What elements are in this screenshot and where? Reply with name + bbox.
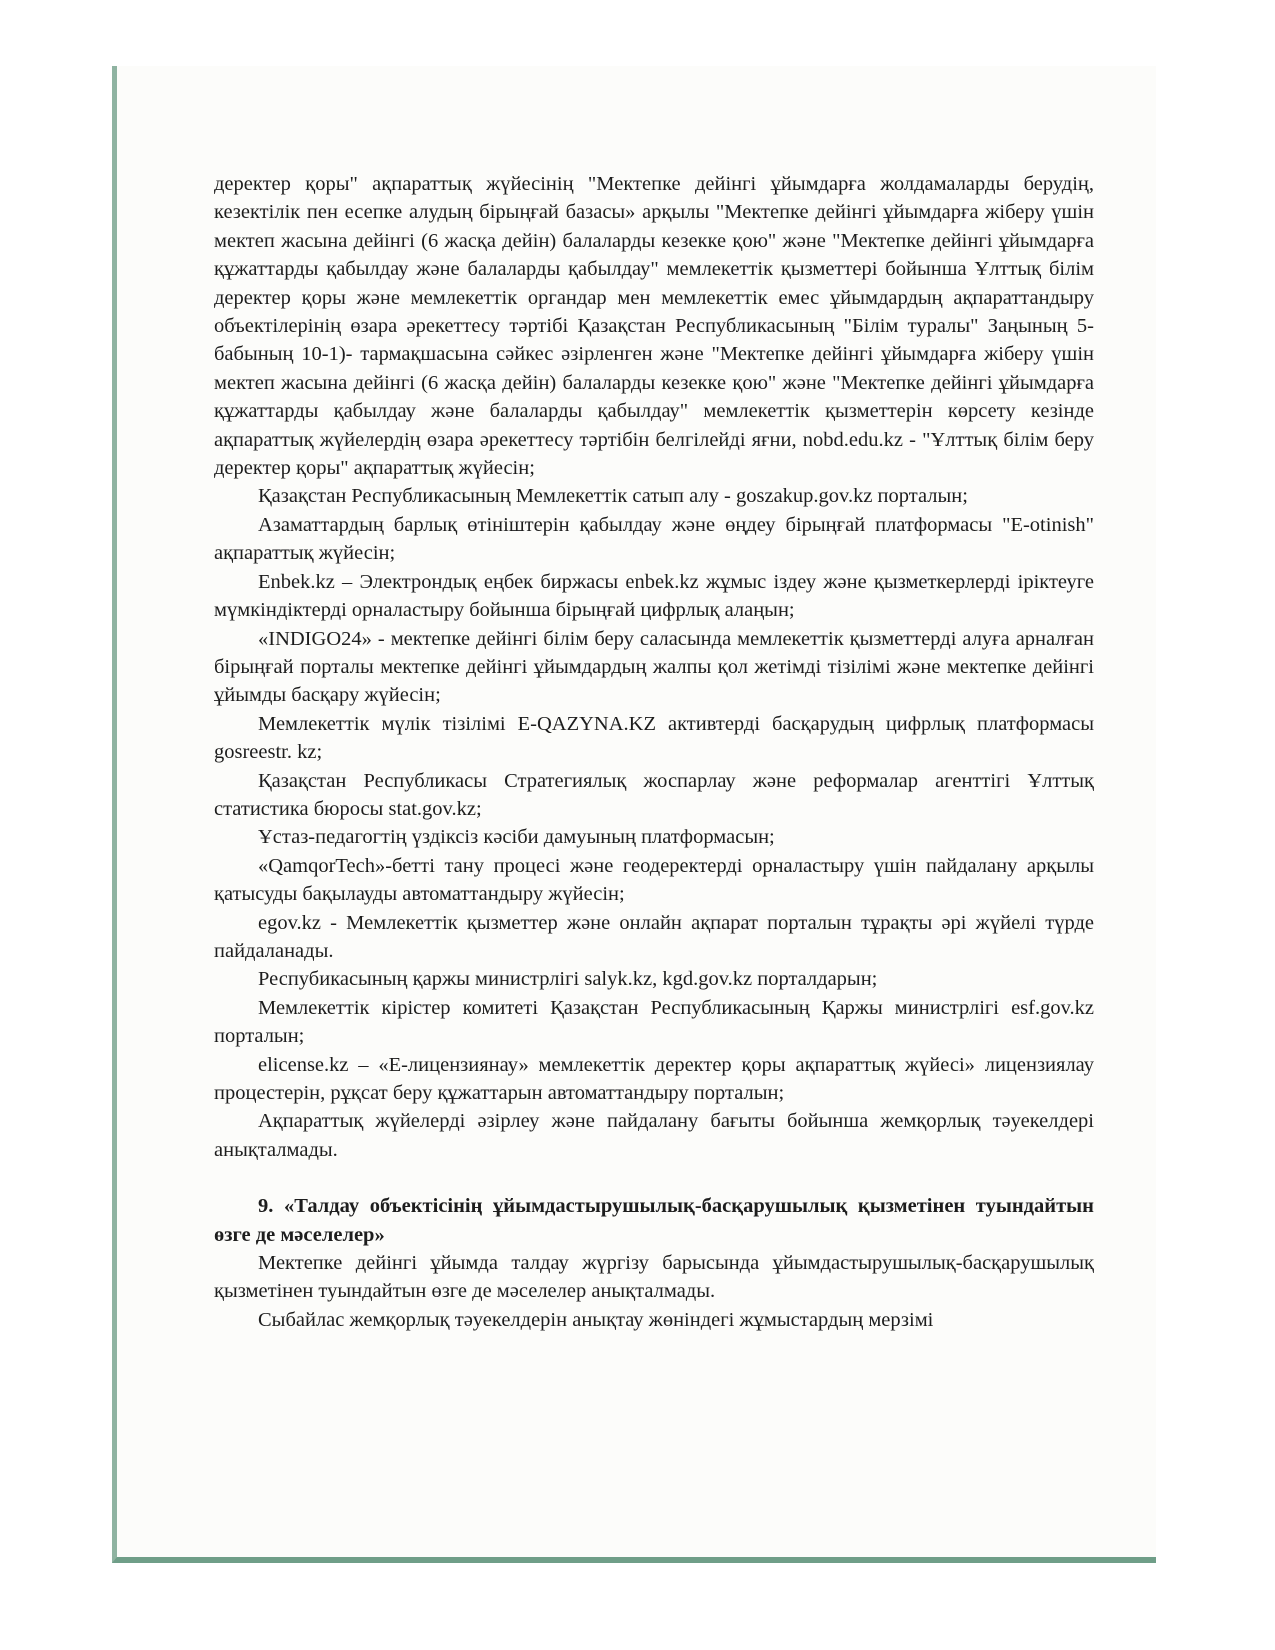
paragraph: Сыбайлас жемқорлық тәуекелдерін анықтау жөніндегі жұмыстардың мерзімі [258, 1308, 934, 1331]
paragraph: Мемлекеттік мүлік тізілімі E-QAZYNA.KZ активтерді басқарудың цифрлық платформасы gosreestr. kz; [214, 712, 1094, 764]
paragraph: Респубикасының қаржы министрлігі salyk.kz, kgd.gov.kz порталдарын; [258, 968, 878, 991]
paragraph: Қазақстан Республикасы Стратегиялық жоспарлау және реформалар агенттігі Ұлттық статистика бюросы stat.gov.kz; [214, 769, 1094, 820]
paragraph: Мемлекеттік кірістер комитеті Қазақстан Республикасының Қаржы министрлігі esf.gov.kz порталын; [214, 996, 1094, 1048]
paragraph: Азаматтардың барлық өтініштерін қабылдау және өңдеу бірыңғай платформасы "E-otinish" ақпараттық жүйесін; [214, 513, 1094, 565]
paragraph: egov.kz - Мемлекеттік қызметтер және онлайн ақпарат порталын тұрақты әрі жүйелі түрде пайдаланады. [214, 911, 1094, 962]
paragraph: Мектепке дейінгі ұйымда талдау жүргізу барысында ұйымдастырушылық-басқарушылық қызметінен туындайтын өзге де мәселелер анықталмады. [214, 1252, 1094, 1303]
paragraph: «INDIGO24» - мектепке дейінгі білім беру саласында мемлекеттік қызметтерді алуға арналған бірыңғай порталы мектепке дейінгі ұйымдардың жалпы қол жетімді тізілімі және мектепке дейінгі ұйымды басқару жүйесін; [214, 627, 1094, 707]
paragraph: «QamqorTech»-бетті тану процесі және геодеректерді орналастыру үшін пайдалану арқылы қатысуды бақылауды автоматтандыру жүйесін; [214, 854, 1094, 906]
paragraph: деректер қоры" ақпараттық жүйесінің "Мектепке дейінгі ұйымдарға жолдамаларды берудің, кезектілік пен есепке алудың бірыңғай базасы» арқылы "Мектепке дейінгі ұйымдарға жіберу үшін мектеп жасына дейінгі (6 жасқа дейін) балаларды кезекке қою" және "Мектепке дейінгі ұйымдарға құжаттарды қабылдау және балаларды қабылдау" мемлекеттік қызметтері бойынша Ұлттық білім деректер қоры және мемлекеттік органдар мен мемлекеттік емес ұйымдардың ақпараттандыру объектілерінің өзара әрекеттесу тәртібі Қазақстан Республикасының "Білім туралы" Заңының 5-бабының 10-1)- тармақшасына сәйкес әзірленген және "Мектепке дейінгі ұйымдарға жіберу үшін мектеп жасына дейінгі (6 жасқа дейін) балаларды кезекке қою" және "Мектепке дейінгі ұйымдарға құжаттарды қабылдау және балаларды қабылдау" мемлекеттік қызметтерін көрсету кезінде ақпараттық жүйелердің өзара әрекеттесу тәртібін белгілейді яғни, nobd.edu.kz - "Ұлттық білім беру деректер қоры" ақпараттық жүйесін; [214, 173, 1094, 480]
paragraph: Қазақстан Республикасының Мемлекеттік сатып алу - goszakup.gov.kz порталын; [258, 485, 968, 508]
paragraph: Ұстаз-педагогтің үздіксіз кәсіби дамуының платформасын; [258, 826, 775, 849]
paragraph: Enbek.kz – Электрондық еңбек биржасы enbek.kz жұмыс іздеу және қызметкерлерді іріктеуге мүмкіндіктерді орналастыру бойынша бірыңғай цифрлық алаңын; [214, 570, 1094, 622]
paragraph: elicense.kz – «Е-лицензиянау» мемлекеттік деректер қоры ақпараттық жүйесі» лицензиялау процестерін, рұқсат беру құжаттарын автоматтандыру порталын; [214, 1053, 1094, 1104]
section-heading: 9. «Талдау объектісінің ұйымдастырушылық-басқарушылық қызметінен туындайтын өзге де мәселелер» [214, 1195, 1094, 1246]
paragraph: Ақпараттық жүйелерді әзірлеу және пайдалану бағыты бойынша жемқорлық тәуекелдері анықталмады. [214, 1110, 1094, 1161]
document-body [214, 170, 1094, 1334]
